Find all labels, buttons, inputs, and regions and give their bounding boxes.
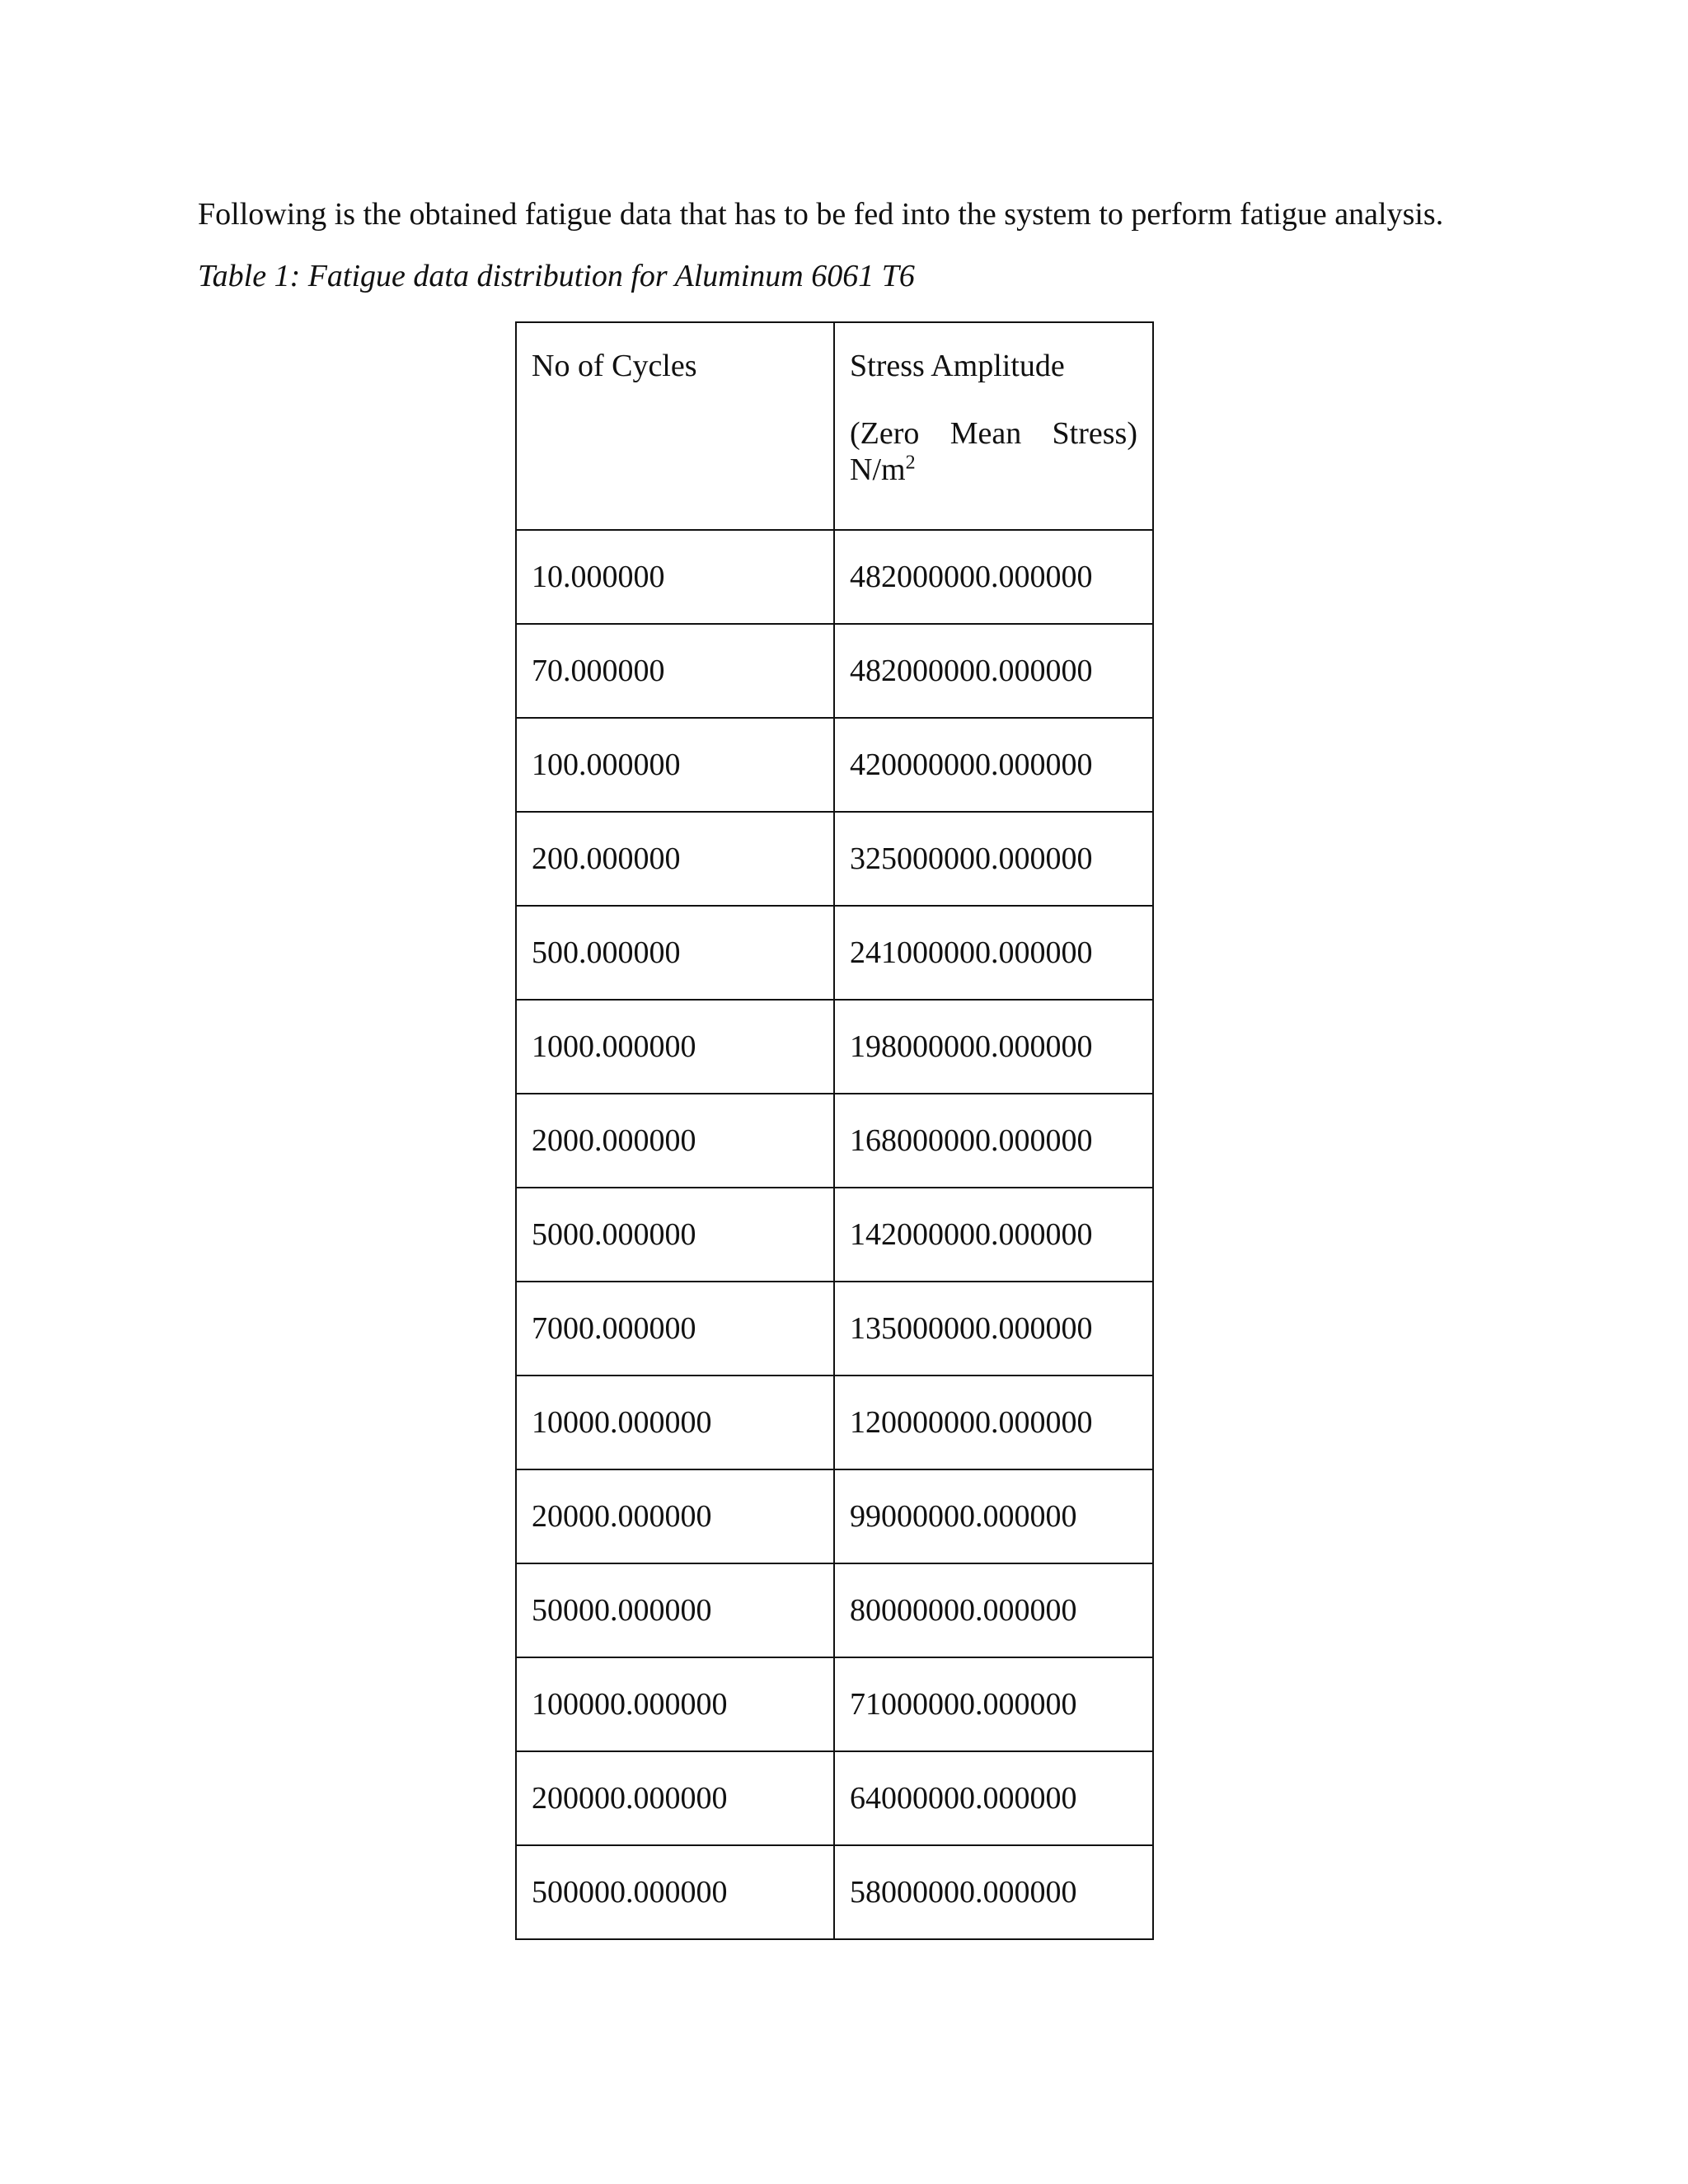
cell-cycles: 200000.000000 — [516, 1751, 834, 1845]
cell-cycles: 200.000000 — [516, 812, 834, 906]
cell-cycles: 20000.000000 — [516, 1469, 834, 1563]
table-row — [516, 1657, 1153, 1751]
table-row — [516, 1094, 1153, 1188]
cell-cycles: 100.000000 — [516, 718, 834, 812]
table-row — [516, 1000, 1153, 1094]
fatigue-data-table — [515, 321, 1154, 1940]
cell-cycles: 50000.000000 — [516, 1563, 834, 1657]
cell-stress-amplitude: 482000000.000000 — [834, 624, 1153, 718]
cell-stress-amplitude: 71000000.000000 — [834, 1657, 1153, 1751]
header-cycles — [516, 322, 834, 530]
table-row — [516, 1376, 1153, 1469]
cell-cycles: 1000.000000 — [516, 1000, 834, 1094]
cell-cycles: 7000.000000 — [516, 1282, 834, 1376]
cell-cycles: 500000.000000 — [516, 1845, 834, 1939]
cell-stress-amplitude: 135000000.000000 — [834, 1282, 1153, 1376]
cell-stress-amplitude: 325000000.000000 — [834, 812, 1153, 906]
table-row — [516, 1469, 1153, 1563]
cell-cycles: 5000.000000 — [516, 1188, 834, 1282]
cell-cycles: 100000.000000 — [516, 1657, 834, 1751]
table-row — [516, 718, 1153, 812]
header-stress-unit — [850, 452, 1137, 488]
table-row — [516, 1282, 1153, 1376]
header-stress-condition: (Zero Mean Stress) — [850, 416, 1137, 451]
header-row — [516, 322, 1153, 530]
table-row — [516, 624, 1153, 718]
cell-cycles: 10.000000 — [516, 530, 834, 624]
cell-stress-amplitude: 80000000.000000 — [834, 1563, 1153, 1657]
cell-cycles: 70.000000 — [516, 624, 834, 718]
cell-stress-amplitude: 58000000.000000 — [834, 1845, 1153, 1939]
table-body — [516, 530, 1153, 1939]
cell-stress-amplitude: 198000000.000000 — [834, 1000, 1153, 1094]
cell-stress-amplitude: 482000000.000000 — [834, 530, 1153, 624]
cell-stress-amplitude: 142000000.000000 — [834, 1188, 1153, 1282]
header-stress — [834, 322, 1153, 530]
table-row — [516, 1188, 1153, 1282]
cell-cycles: 500.000000 — [516, 906, 834, 1000]
header-cycles-label: No of Cycles — [532, 349, 697, 383]
cell-stress-amplitude: 420000000.000000 — [834, 718, 1153, 812]
cell-cycles: 2000.000000 — [516, 1094, 834, 1188]
table-header — [516, 322, 1153, 530]
cell-stress-amplitude: 168000000.000000 — [834, 1094, 1153, 1188]
cell-stress-amplitude: 120000000.000000 — [834, 1376, 1153, 1469]
header-stress-unit-base: N/m — [850, 452, 906, 487]
table-row — [516, 812, 1153, 906]
table-row — [516, 1845, 1153, 1939]
table-row — [516, 530, 1153, 624]
intro-paragraph: Following is the obtained fatigue data that has to be fed into the system to perform fatigue analysis. — [198, 197, 1444, 232]
cell-stress-amplitude: 241000000.000000 — [834, 906, 1153, 1000]
table-row — [516, 906, 1153, 1000]
header-stress-unit-exponent: 2 — [905, 452, 916, 474]
cell-stress-amplitude: 64000000.000000 — [834, 1751, 1153, 1845]
table-row — [516, 1563, 1153, 1657]
cell-stress-amplitude: 99000000.000000 — [834, 1469, 1153, 1563]
table-row — [516, 1751, 1153, 1845]
cell-cycles: 10000.000000 — [516, 1376, 834, 1469]
header-stress-label: Stress Amplitude — [850, 349, 1065, 383]
table-caption: Table 1: Fatigue data distribution for Aluminum 6061 T6 — [198, 259, 915, 293]
